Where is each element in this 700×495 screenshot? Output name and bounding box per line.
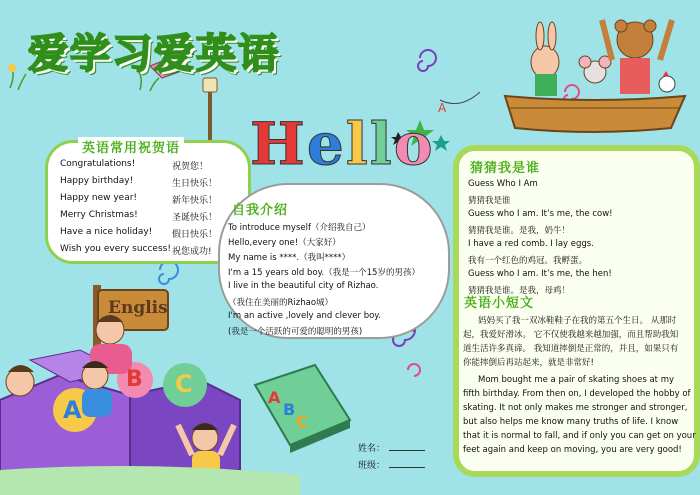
greeting-en: Congratulations! <box>60 159 136 169</box>
greeting-row <box>172 210 217 223</box>
intro-line: (我是一个活跃的可爱的聪明的男孩) <box>228 327 363 337</box>
story-line: but also helps me know many truths of life. I know <box>463 417 679 427</box>
story-line: skating. It not only makes me stronger and stronger, <box>463 403 688 413</box>
greeting-row <box>172 176 217 189</box>
name-label: 姓名： <box>358 444 386 454</box>
greeting-row <box>172 227 217 240</box>
greeting-en: Happy birthday! <box>60 176 134 186</box>
guess-title: 猜猜我是谁 <box>470 161 541 176</box>
intro-line: I'm a 15 years old boy.（我是一个15岁的男孩） <box>228 268 420 278</box>
book-letter-a: A <box>268 388 281 407</box>
book-letter-b: B <box>283 400 296 419</box>
greeting-zh: 祝您成功! <box>172 247 212 257</box>
intro-line: （我住在美丽的Rizhao城） <box>228 298 334 308</box>
block-letter-a: A <box>63 396 82 424</box>
guess-line: Guess Who I Am <box>468 179 538 189</box>
ground <box>0 466 300 495</box>
boat-animals-illustration <box>505 20 685 132</box>
hello-letter-h: H <box>250 110 307 178</box>
intro-line: Hello,every one!（大家好） <box>228 238 341 248</box>
block-letter-b: B <box>126 367 143 392</box>
story-line: 你能摔倒后再站起来，就是非常好! <box>463 358 594 368</box>
greeting-zh: 假日快乐！ <box>172 230 218 240</box>
greeting-row <box>172 193 217 206</box>
guess-line: Guess who I am. It’s me, the cow! <box>468 209 613 219</box>
story-line: Mom bought me a pair of skating shoes at my <box>478 375 675 385</box>
greeting-en: Wish you every success! <box>60 244 171 254</box>
greeting-zh: 新年快乐！ <box>172 196 218 206</box>
class-field[interactable] <box>389 467 425 468</box>
greeting-zh: 祝贺您！ <box>172 162 209 172</box>
greeting-row <box>60 210 138 220</box>
hello-letter-e: e <box>306 110 346 178</box>
hello-letter-o: o <box>393 110 435 178</box>
greeting-zh: 圣诞快乐！ <box>172 213 218 223</box>
greeting-row <box>172 244 212 257</box>
guess-line: I have a red comb. I lay eggs. <box>468 239 594 249</box>
hello-letter-l1: l <box>345 110 370 178</box>
story-line: feet again and keep on moving, you are very good! <box>463 445 682 455</box>
guess-line: Guess who I am. It’s me, the hen! <box>468 269 612 279</box>
block-letter-c: C <box>175 370 193 398</box>
intro-line: To introduce myself（介绍我自己） <box>228 223 371 233</box>
guess-line: 猜猜我是谁。是我，母鸡！ <box>468 286 571 296</box>
hook-letter-a: A <box>438 101 447 115</box>
intro-line: My name is ****.（我叫****） <box>228 253 351 263</box>
greeting-row <box>60 176 133 186</box>
greetings-title: 英语常用祝贺语 <box>78 137 184 156</box>
greeting-en: Have a nice holiday! <box>60 227 153 237</box>
story-line: 妈妈买了我一双冰鞋鞋子在我的第五个生日。 从那时 <box>478 316 677 326</box>
greeting-row <box>60 159 135 169</box>
name-field[interactable] <box>389 450 425 451</box>
greeting-en: Merry Christmas! <box>60 210 138 220</box>
greeting-row <box>172 159 208 172</box>
guess-line: 我有一个红色的鸡冠。我孵蛋。 <box>468 256 588 266</box>
abc-book <box>255 365 350 453</box>
greeting-row <box>60 244 171 254</box>
flower-icon <box>8 64 16 72</box>
story-line: 起，我爱好滑冰。 它不仅使我越来越加强，而且帮助我知 <box>463 330 679 340</box>
story-line: fifth birthday. From then on, I developed the hobby of <box>463 389 691 399</box>
class-label: 班级： <box>358 461 386 471</box>
student-info-form <box>358 441 425 475</box>
book-letter-c: C <box>296 412 308 431</box>
greeting-zh: 生日快乐！ <box>172 179 218 189</box>
greeting-en: Happy new year! <box>60 193 138 203</box>
story-line: that it is normal to fall, and if only you can get on your <box>463 431 696 441</box>
intro-line: I'm an active ,lovely and clever boy. <box>228 311 381 321</box>
intro-line: I live in the beautiful city of Rizhao. <box>228 281 379 291</box>
hello-letter-l2: l <box>369 110 394 178</box>
page-title: 爱学习爱英语 <box>28 31 280 77</box>
intro-title: 自我介绍 <box>232 203 289 218</box>
guess-line: 猜猜我是谁。是我，奶牛！ <box>468 226 571 236</box>
story-title: 英语小短文 <box>464 296 535 311</box>
sign-text: Englis <box>108 298 168 318</box>
story-line: 道生活许多真谛。 我知道摔倒是正常的，并且，如果只有 <box>463 344 679 354</box>
hello-lettering <box>250 110 435 178</box>
guess-line: 猜猜我是谁 <box>468 196 511 206</box>
greeting-row <box>60 193 137 203</box>
greeting-row <box>60 227 152 237</box>
